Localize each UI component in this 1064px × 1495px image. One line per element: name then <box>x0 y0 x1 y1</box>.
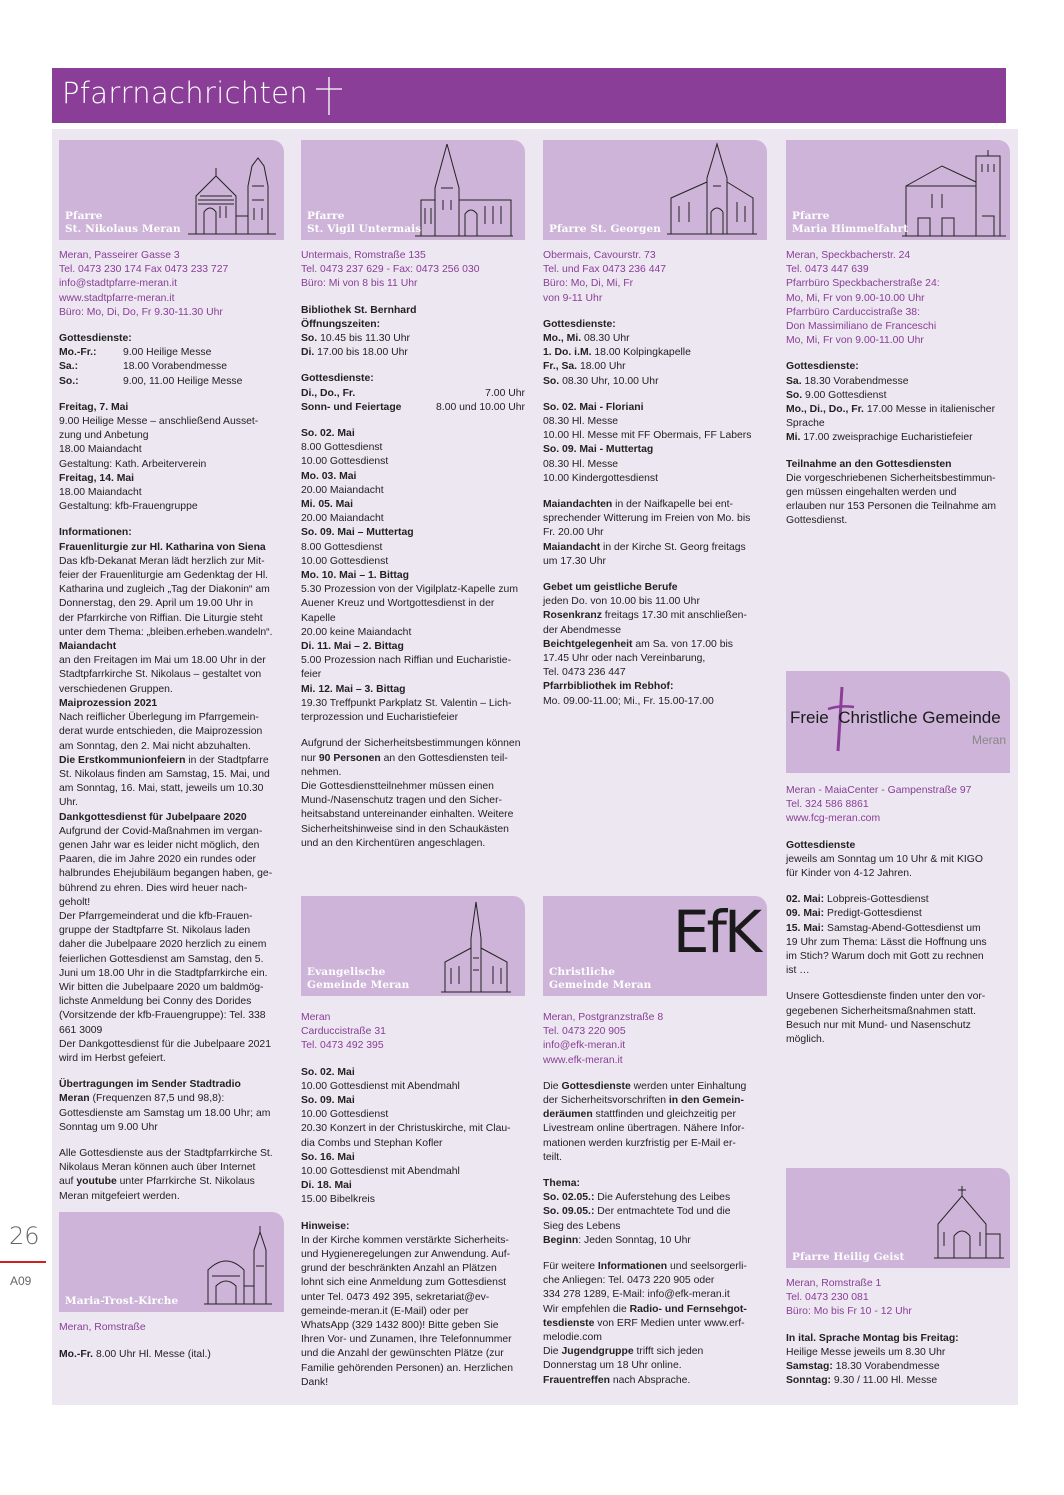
page-marker-line <box>0 1261 46 1263</box>
maiandacht-block: Maiandachten in der Naifkapelle bei ent- sprechender Witterung im Freien von Mo. bis Fr. 20.00 Uhr Maiandacht in der Kirche St. Georg freitags um 17.30 Uhr <box>543 499 751 567</box>
text-line: Beginn: Jeden Sonntag, 10 Uhr <box>543 1234 691 1246</box>
fcg-logo-box <box>786 671 1010 773</box>
column-st-georgen <box>543 140 767 991</box>
parish-box-heilig-geist <box>786 1168 1010 1268</box>
fcg-logo-word: Freie <box>790 708 829 727</box>
column-st-vigil <box>301 140 525 991</box>
participation-block: Teilnahme an den Gottesdiensten Die vorgeschriebenen Sicherheitsbestimmun- gen müssen eingehalten werden und erlauben nur 153 Personen die Teilnahme am Gottesdienst. <box>786 458 997 527</box>
may-schedule: So. 02. Mai 8.00 Gottesdienst 10.00 Gottesdienst Mo. 03. Mai 20.00 Maiandacht Mi. 05. Mai 20.00 Maiandacht So. 09. Mai – Muttertag 8.00 Gottesdienst 10.00 Gottesdienst Mo. 10. Mai – 1. Bittag 5.30 Prozession von der Vigilplatz-Kapelle zum Auener Kreuz und Wortgottesdienst in der Kapelle 20.00 keine Maiandacht Di. 11. Mai – 2. Bittag 5.00 Prozession nach Riffian und Eucharistie- feier Mi. 12. Mai – 3. Bittag 19.30 Treffpunkt Parkplatz St. Valentin – Lich- terprozession und Eucharistiefeier <box>301 428 518 724</box>
text-line: Die Gottesdienste werden unter Einhaltung <box>543 1080 747 1092</box>
address: Meran, Romstraße <box>59 1321 146 1333</box>
text-line: So. 09.05.: Der entmachtete Tod und die <box>543 1206 731 1218</box>
parish-title: Evangelische Gemeinde Meran <box>307 966 410 991</box>
services-block: In ital. Sprache Montag bis Freitag: Heilige Messe jeweils um 8.30 Uhr Samstag: 18.30 Vorabendmesse Sonntag: 9.30 / 11.00 Hl. Messe <box>786 1332 1010 1389</box>
services-block: Gottesdienste: Mo., Mi. 08.30 Uhr 1. Do. i.M. 18.00 Kolpingkapelle Fr., Sa. 18.00 Uhr So. 08.30 Uhr, 10.00 Uhr <box>543 318 691 387</box>
text-line: Donnerstag um 18 Uhr online. <box>543 1360 682 1372</box>
fcg-note: Unsere Gottesdienste finden unter den vor- gegebenen Sicherheitsmaßnahmen statt. Besuch nur mit Mund- und Nasenschutz möglich. <box>786 991 986 1046</box>
text-line: mationen werden kurzfristig per E-Mail er- <box>543 1137 736 1149</box>
parish-box-maria-trost <box>59 1212 284 1312</box>
radio-block: Übertragungen im Sender Stadtradio Meran (Frequenzen 87,5 und 98,8): Gottesdienste am Samstag um 18.00 Uhr; am Sonntag um 9.00 Uhr <box>59 1079 271 1133</box>
text-line: teilt. <box>543 1151 563 1163</box>
column-evangelisch-text <box>301 1001 525 1390</box>
parish-box-maria-himmelfahrt <box>786 140 1010 240</box>
contact-block: Meran - MaiaCenter - Gampenstraße 97 Tel. 324 586 8861 www.fcg-meran.com <box>786 784 1010 827</box>
contact-block: Meran, Postgranzstraße 8 Tel. 0473 220 905 info@efk-meran.it www.efk-meran.it <box>543 1011 767 1068</box>
text-line: Sprache <box>786 418 825 430</box>
friday-block: Freitag, 7. Mai 9.00 Heilige Messe – anschließend Ausset- zung und Anbetung 18.00 Maiandacht Gestaltung: Kath. Arbeiterverein Freitag, 14. Mai 18.00 Maiandacht Gestaltung: kfb-Frauengruppe <box>59 401 259 513</box>
fcg-logo-word: Christliche <box>838 708 918 727</box>
text-line: Wir empfehlen die Radio- und Fernsehgot- <box>543 1303 747 1315</box>
column-st-nikolaus <box>59 140 284 1362</box>
column-maria-himmelfahrt <box>786 140 1010 747</box>
text-line: Sa. 18.30 Vorabendmesse <box>786 375 909 387</box>
text-line: der Sicherheitsvorschriften in den Gemein- <box>543 1095 744 1107</box>
may-schedule: So. 02. Mai - Floriani 08.30 Hl. Messe 10.00 Hl. Messe mit FF Obermais, FF Labers So. 09. Mai - Muttertag 08.30 Hl. Messe 10.00 Kindergottesdienst <box>543 401 752 484</box>
contact-block: Meran Carduccistraße 31 Tel. 0473 492 395 <box>301 1012 386 1052</box>
parish-title: Pfarre St. Nikolaus Meran <box>65 210 181 235</box>
efk-services-text <box>543 1080 767 1165</box>
text-line: che Anliegen: Tel. 0473 220 905 oder <box>543 1275 715 1287</box>
contact-block: Untermais, Romstraße 135 Tel. 0473 237 629 - Fax: 0473 256 030 Büro: Mi von 8 bis 11 Uhr <box>301 250 480 290</box>
text-line: Heilige Messe jeweils um 8.30 Uhr <box>786 1346 946 1358</box>
parish-box-efk <box>543 896 767 996</box>
church-illustration <box>441 898 511 994</box>
text-line: Livestream online übertragen. Nähere Infor- <box>543 1123 745 1135</box>
text-line: ist … <box>786 965 810 977</box>
info-block: Informationen: Frauenliturgie zur Hl. Katharina von Siena Das kfb-Dekanat Meran lädt herzlich zur Mit- feier der Frauenliturgie am Gedenktag der Hl. Katharina und zugleich „Tag der Diakonin“ am Donnerstag, den 29. April um 19.00 Uhr in der Pfarrkirche von Riffian. Die Liturgie steht unter dem Thema: „bleiben.erheben.wandeln“. Maiandacht an den Freitagen im Mai um 18.00 Uhr in der Stadtpfarrkirche St. Nikolaus – gestaltet von verschiedenen Gruppen. Maiprozession 2021 Nach reiflicher Überlegung im Pfarrgemein- derat wurde entschieden, die Maiprozession am Sonntag, den 2. Mai nicht abzuhalten. Die Erstkommunionfeiern in der Stadtpfarre St. Nikolaus finden am Samstag, 15. Mai, und am Sonntag, 16. Mai, statt, jeweils um 10.30 Uhr. Dankgottesdienst für Jubelpaare 2020 Aufgrund der Covid-Maßnahmen im vergan- genen Jahr war es leider nicht möglich, den Paaren, die im Jahre 2020 ein rundes oder halbrundes Ehejubiläum begangen haben, ge- bührend zu ehren. Dies wird heuer nach- geholt! Der Pfarrgemeinderat und die kfb-Frauen- gruppe der Stadtpfarre St. Nikolaus laden daher die Jubelpaare 2020 herzlich zu einem feierlichen Gottesdienst am Samstag, den 5. Juni um 18.00 Uhr in die Stadtpfarrkirche ein. Wir bitten die Jubelpaare 2020 um baldmög- lichste Anmeldung bei Conny des Dorides (Vorsitzende der kfb-Frauengruppe): Tel. 338 661 3009 Der Dankgottesdienst für die Jubelpaare 2021 wird im Herbst gefeiert. <box>59 527 273 1064</box>
page-title: Pfarrnachrichten <box>62 76 308 110</box>
contact-block: Meran, Romstraße 1 Tel. 0473 230 081 Büro: Mo bis Fr 10 - 12 Uhr <box>786 1278 912 1318</box>
page-number: 26 <box>9 1222 40 1250</box>
text-line: 15. Mai: Samstag-Abend-Gottesdienst um <box>786 922 981 934</box>
contact-block: Meran, Speckbacherstr. 24 Tel. 0473 447 639 Pfarrbüro Speckbacherstraße 24: Mo, Mi, Fr von 9.00-10.00 Uhr Pfarrbüro Carduccistraße 38: Don Massimiliano de Franceschi Mo, Mi, Fr von 9.00-11.00 Uhr <box>786 250 940 347</box>
website-link[interactable]: www.fcg-meran.com <box>786 813 881 825</box>
parish-title: Pfarre St. Georgen <box>549 223 661 235</box>
contact-block: Obermais, Cavourstr. 73 Tel. und Fax 0473 236 447 Büro: Mo, Di, Mi, Fr von 9-11 Uhr <box>543 250 667 304</box>
contact-block: Meran, Passeirer Gasse 3 Tel. 0473 230 174 Fax 0473 233 727 info@stadtpfarre-meran.it www.stadtpfarre-meran.it Büro: Mo, Di, Do, Fr 9.30-11.30 Uhr <box>59 249 284 320</box>
column-efk-text <box>543 1001 767 1388</box>
more-info-block <box>543 1260 767 1388</box>
parish-title: Pfarre Maria Himmelfahrt <box>792 210 909 235</box>
text-line: deräumen stattfinden und gleichzeitig per <box>543 1109 736 1121</box>
parish-box-st-nikolaus <box>59 140 284 240</box>
fcg-services: Gottesdienste jeweils am Sonntag um 10 Uhr & mit KIGO für Kinder von 4-12 Jahren. <box>786 839 983 880</box>
text-line: Sieg des Lebens <box>543 1220 621 1232</box>
parish-title: Pfarre St. Vigil Untermais <box>307 210 422 235</box>
text-line: Mo., Di., Do., Fr. 17.00 Messe in italienischer <box>786 404 996 416</box>
section-header <box>52 68 1006 123</box>
text-line: tesdienste von ERF Medien unter www.erf- <box>543 1317 745 1329</box>
parish-box-evangelisch <box>301 896 525 996</box>
parish-title: Maria-Trost-Kirche <box>65 1294 179 1307</box>
may-schedule: So. 02. Mai 10.00 Gottesdienst mit Abendmahl So. 09. Mai 10.00 Gottesdienst 20.30 Konzert in der Christuskirche, mit Clau- dia Combs und Stephan Kofler So. 16. Mai 10.00 Gottesdienst mit Abendmahl Di. 18. Mai 15.00 Bibelkreis <box>301 1066 511 1206</box>
notes-block: Hinweise: In der Kirche kommen verstärkte Sicherheits- und Hygieneregelungen zur Anwendung. Auf- grund der beschränkten Anzahl an Plätzen lohnt sich eine Anmeldung zum Gottesdienst unter Tel. 0473 492 395, sekretariat@ev- gemeinde-meran.it (E-Mail) oder per WhatsApp (329 1432 800)! Bitte geben Sie Ihren Vor- und Zunamen, Ihre Telefonnummer und die Anzahl der gewünschten Plätze (zur Familie gehörenden Personen) an. Herzlichen Dank! <box>301 1220 513 1388</box>
church-illustration <box>934 1180 1004 1260</box>
services-block: Gottesdienste: Sa. 18.30 Vorabendmesse So. 9.00 Gottesdienst Mo., Di., Do., Fr. 17.00 Messe in italienischer Sprache Mi. 17.00 zweisprachige Eucharistiefeier <box>786 360 1010 445</box>
church-illustration <box>188 156 278 236</box>
prayer-block: Gebet um geistliche Berufe jeden Do. von 10.00 bis 11.00 Uhr Rosenkranz freitags 17.30 mit anschließen- der Abendmesse Beichtgelegenheit am Sa. von 17.00 bis 17.45 Uhr oder nach Vereinbarung, Tel. 0473 236 447 Pfarrbibliothek im Rebhof: Mo. 09.00-11.00; Mi., Fr. 15.00-17.00 <box>543 582 747 707</box>
email-link[interactable]: info@efk-meran.it <box>543 1040 626 1052</box>
page-code: A09 <box>10 1274 32 1288</box>
text-line: Mi. 17.00 zweisprachige Eucharistiefeier <box>786 432 973 444</box>
fcg-schedule <box>786 893 1010 978</box>
library-block: Bibliothek St. Bernhard Öffnungszeiten: So. 10.45 bis 11.30 Uhr Di. 17.00 bis 18.00 Uhr <box>301 304 417 359</box>
efk-logo: EfK <box>672 898 759 966</box>
parish-title: Christliche Gemeinde Meran <box>549 966 652 991</box>
fcg-logo-city: Meran <box>971 733 1006 747</box>
parish-box-st-georgen <box>543 140 767 240</box>
text-line: 19 Uhr zum Thema: Lässt die Hoffnung uns <box>786 936 987 948</box>
covid-note: Aufgrund der Sicherheitsbestimmungen können nur 90 Personen an den Gottesdiensten teil- nehmen. Die Gottesdienstteilnehmer müssen einen Mund-/Nasenschutz tragen und den Sicher- heitsabstand untereinander einhalten. Weitere Sicherheitshinweise sind in den Schaukästen und an den Kirchentüren angeschlagen. <box>301 738 521 849</box>
website-link[interactable]: www.efk-meran.it <box>543 1054 623 1066</box>
text-line: So. 02.05.: Die Auferstehung des Leibes <box>543 1192 731 1204</box>
church-illustration <box>667 142 757 238</box>
text-line: So. 9.00 Gottesdienst <box>786 389 887 401</box>
cross-icon <box>314 73 344 119</box>
youtube-block: Alle Gottesdienste aus der Stadtpfarrkirche St. Nikolaus Meran können auch über Internet auf youtube unter Pfarrkirche St. Nikolaus Meran mitgefeiert werden. <box>59 1147 273 1202</box>
church-illustration <box>204 1226 274 1306</box>
mass-times: Mo.-Fr. 8.00 Uhr Hl. Messe (ital.) <box>59 1349 211 1360</box>
text-line: im Stich? Warum doch mit Gott zu rechnen <box>786 951 984 963</box>
parish-title: Pfarre Heilig Geist <box>792 1251 905 1263</box>
church-illustration <box>415 144 515 240</box>
email-link[interactable]: info@stadtpfarre-meran.it <box>59 278 177 290</box>
text-line: Frauentreffen nach Absprache. <box>543 1374 691 1386</box>
column-fcg-text <box>786 776 1010 1047</box>
text-line: Für weitere Informationen und seelsorgerli- <box>543 1261 747 1273</box>
column-heilig-geist <box>786 1168 1010 1388</box>
website-link[interactable]: www.stadtpfarre-meran.it <box>59 292 175 304</box>
fcg-logo-word: Gemeinde <box>922 708 1001 727</box>
text-line: 334 278 1289, E-Mail: info@efk-meran.it <box>543 1289 730 1301</box>
text-line: Samstag: 18.30 Vorabendmesse <box>786 1361 940 1373</box>
services-block: Gottesdienste: Di., Do., Fr. 7.00 Uhr Sonn- und Feiertage 8.00 und 10.00 Uhr <box>301 373 525 413</box>
text-line: Die Jugendgruppe trifft sich jeden <box>543 1346 704 1358</box>
text-line: 02. Mai: Lobpreis-Gottesdienst <box>786 894 929 906</box>
services-block: Gottesdienste: Mo.-Fr.: 9.00 Heilige Messe Sa.: 18.00 Vorabendmesse So.: 9.00, 11.00 Heilige Messe <box>59 333 243 387</box>
text-line: melodie.com <box>543 1332 602 1344</box>
church-illustration <box>902 146 1006 238</box>
text-line: Sonntag: 9.30 / 11.00 Hl. Messe <box>786 1375 938 1387</box>
text-line: 09. Mai: Predigt-Gottesdienst <box>786 908 922 920</box>
theme-block: Thema: So. 02.05.: Die Auferstehung des Leibes So. 09.05.: Der entmachtete Tod und die Sieg des Lebens Beginn: Jeden Sonntag, 10 Uhr <box>543 1177 767 1248</box>
parish-box-st-vigil <box>301 140 525 240</box>
